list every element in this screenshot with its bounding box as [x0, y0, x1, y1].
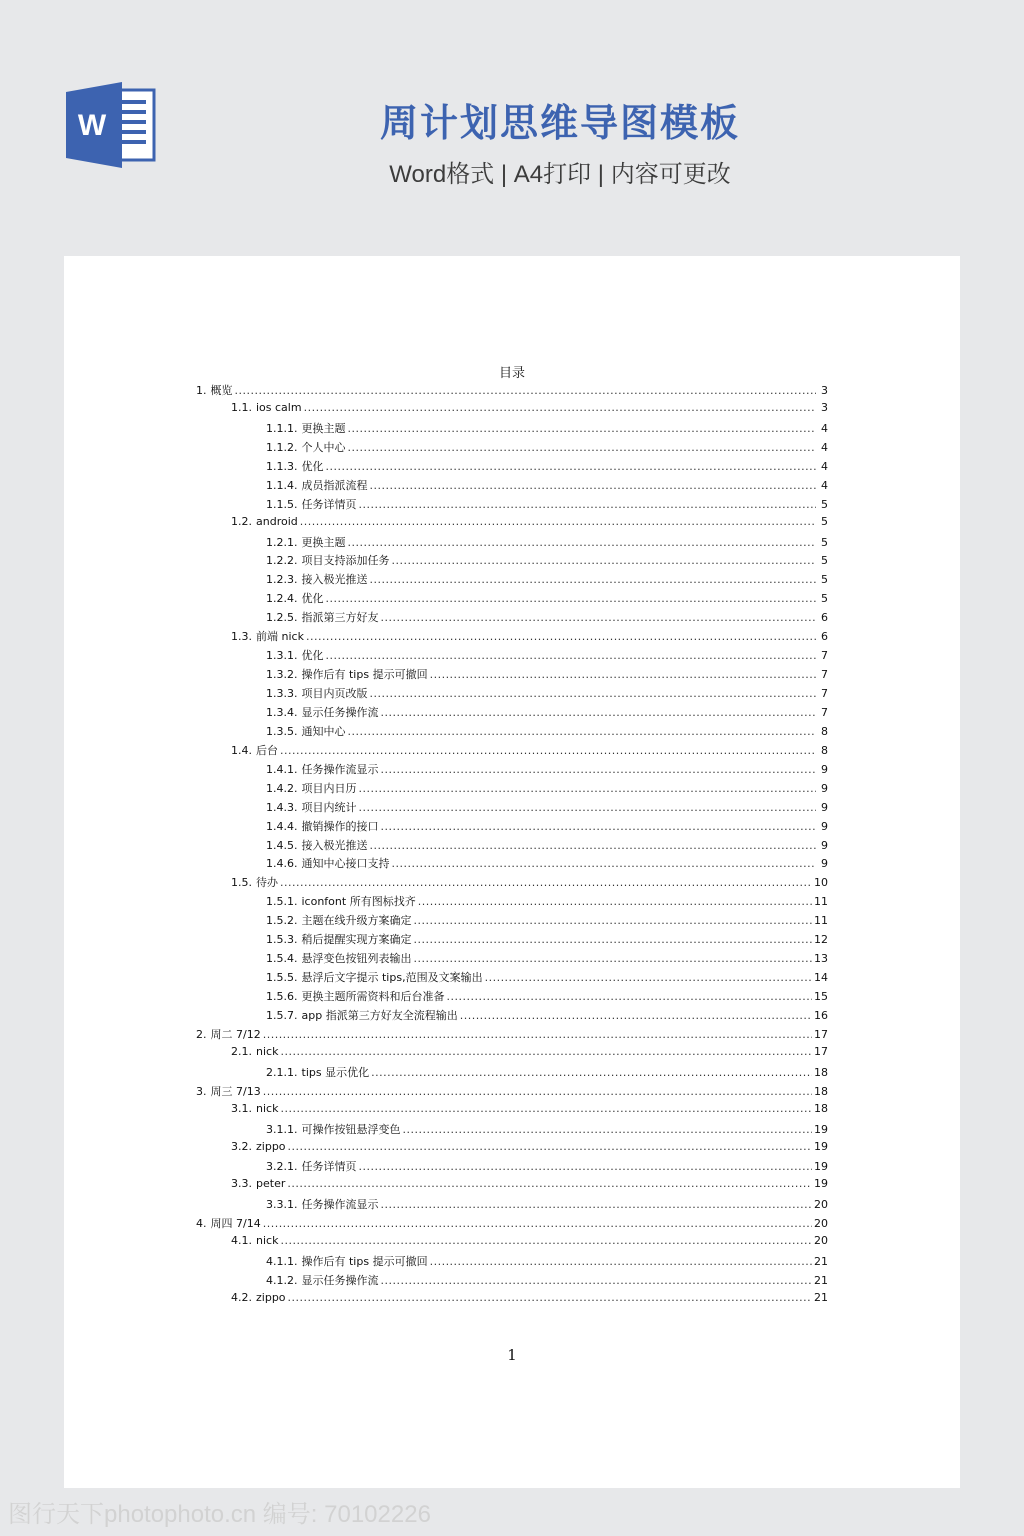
toc-leader-dots — [392, 554, 817, 567]
toc-entry-number: 1.2.5. — [266, 611, 298, 625]
toc-entry[interactable] — [196, 1234, 828, 1253]
header-title: 周计划思维导图模板 — [379, 103, 740, 145]
toc-entry-title: 项目内统计 — [301, 800, 357, 814]
toc-entry[interactable] — [196, 912, 828, 931]
toc-entry[interactable] — [196, 799, 828, 818]
toc-leader-dots — [381, 611, 817, 624]
toc-entry-number: 1.5.6. — [266, 990, 298, 1003]
toc-entry[interactable] — [196, 628, 828, 647]
toc-entry[interactable] — [196, 1291, 828, 1310]
toc-entry-number: 1.2.3. — [266, 573, 298, 587]
toc-entry-title: 项目内页改版 — [301, 687, 368, 700]
toc-entry-page: 17 — [814, 1044, 828, 1058]
toc-entry-page: 20 — [814, 1234, 828, 1248]
toc-leader-dots — [306, 630, 816, 643]
toc-entry-page: 12 — [814, 933, 828, 947]
toc-entry[interactable] — [196, 458, 828, 477]
toc-leader-dots — [280, 1045, 812, 1058]
toc-leader-dots — [392, 857, 817, 870]
toc-entry-title: iconfont 所有图标找齐 — [301, 895, 416, 909]
toc-entry-number: 1.2.1. — [266, 535, 298, 549]
toc-entry[interactable] — [196, 1064, 828, 1083]
toc-entry-page: 20 — [814, 1198, 828, 1212]
toc-entry-page: 21 — [814, 1255, 828, 1269]
toc-entry[interactable] — [196, 420, 828, 439]
toc-entry-page: 21 — [814, 1291, 828, 1304]
toc-entry[interactable] — [196, 1158, 828, 1177]
toc-entry-title: nick — [256, 1044, 279, 1058]
toc-entry-number: 4. — [196, 1217, 207, 1231]
word-logo-letter: W — [77, 109, 107, 142]
toc-entry-page: 17 — [814, 1027, 828, 1041]
toc-entry-number: 1.2. — [231, 514, 252, 528]
toc-entry-title: 周四 7/14 — [210, 1217, 261, 1231]
toc-leader-dots — [287, 1177, 812, 1190]
toc-entry-title: 优化 — [301, 459, 324, 473]
toc-leader-dots — [414, 933, 813, 946]
toc-leader-dots — [381, 763, 817, 776]
toc-entry-page: 9 — [821, 838, 828, 852]
toc-entry-page: 10 — [814, 876, 828, 890]
toc-entry-title: 后台 — [256, 743, 278, 757]
toc-entry[interactable] — [196, 837, 828, 856]
toc-entry-title: tips 显示优化 — [301, 1065, 370, 1079]
toc-entry-title: 撤销操作的接口 — [301, 819, 379, 833]
toc-entry-page: 19 — [814, 1177, 828, 1191]
toc-leader-dots — [263, 1085, 812, 1098]
toc-leader-dots — [359, 1160, 813, 1173]
toc-entry-number: 1.5.5. — [266, 971, 298, 985]
toc-entry-title: 更换主题 — [301, 535, 346, 549]
toc-entry-page: 18 — [814, 1101, 828, 1115]
toc-entry-title: zippo — [256, 1139, 286, 1153]
toc-entry-number: 1.1.3. — [266, 459, 298, 473]
toc-entry-number: 1.3.4. — [266, 705, 298, 719]
toc-entry-number: 1.1.2. — [266, 440, 298, 454]
toc-entry-page: 19 — [814, 1160, 828, 1174]
toc-entry-page: 5 — [821, 535, 828, 549]
toc-entry-page: 5 — [821, 592, 828, 606]
toc-entry-title: 任务操作流显示 — [301, 1198, 379, 1212]
toc-entry-title: 接入极光推送 — [301, 573, 368, 587]
toc-entry-title: 概览 — [210, 384, 233, 397]
toc-entry-page: 19 — [814, 1139, 828, 1153]
toc-entry-page: 16 — [814, 1008, 828, 1022]
toc-entry-number: 1.4.3. — [266, 800, 298, 814]
toc-entry-page: 9 — [821, 857, 828, 871]
toc-leader-dots — [370, 839, 817, 852]
toc-entry-title: 周三 7/13 — [210, 1084, 261, 1098]
toc-entry[interactable] — [196, 950, 828, 969]
toc-leader-dots — [370, 687, 817, 700]
toc-entry-page: 9 — [821, 762, 828, 776]
toc-entry-title: 主题在线升级方案确定 — [301, 914, 412, 928]
toc-entry-page: 5 — [821, 514, 828, 528]
toc-leader-dots — [370, 573, 817, 586]
toc-leader-dots — [280, 876, 812, 889]
toc-entry-page: 21 — [814, 1274, 828, 1288]
toc-entry[interactable] — [196, 496, 828, 515]
toc-entry-page: 9 — [821, 819, 828, 833]
toc-entry-number: 1.2.4. — [266, 592, 298, 606]
toc-leader-dots — [300, 515, 816, 528]
toc-entry-title: peter — [256, 1177, 286, 1191]
toc-entry-number: 1.3.1. — [266, 649, 298, 663]
toc-entry-number: 1.4.1. — [266, 762, 298, 776]
toc-entry-number: 1.1. — [231, 400, 252, 414]
toc-entry-title: 可操作按钮悬浮变色 — [301, 1122, 401, 1136]
toc-leader-dots — [288, 1291, 812, 1304]
toc-entry-page: 19 — [814, 1122, 828, 1136]
toc-entry-page: 6 — [821, 630, 828, 644]
toc-entry-page: 8 — [821, 724, 828, 738]
toc-entry-title: 更换主题所需资料和后台准备 — [301, 990, 445, 1003]
toc-entry-number: 1.5.3. — [266, 933, 298, 947]
toc-entry-page: 13 — [814, 952, 828, 966]
toc-entry-title: 更换主题 — [301, 421, 346, 435]
toc-entry-number: 1.4.4. — [266, 819, 298, 833]
toc-entry[interactable] — [196, 780, 828, 799]
toc-entry-page: 5 — [821, 573, 828, 587]
toc-entry-number: 1.4.6. — [266, 857, 298, 871]
toc-leader-dots — [326, 649, 817, 662]
toc-leader-dots — [447, 990, 813, 1003]
toc-entry-page: 7 — [821, 687, 828, 700]
toc-leader-dots — [280, 744, 816, 757]
toc-entry-page: 9 — [821, 800, 828, 814]
toc-entry-page: 14 — [814, 971, 828, 985]
toc-entry-number: 4.1.1. — [266, 1255, 298, 1269]
toc-entry-number: 2.1.1. — [266, 1065, 298, 1079]
toc-leader-dots — [235, 384, 817, 397]
toc-entry-title: 周二 7/12 — [210, 1027, 261, 1041]
toc-leader-dots — [326, 592, 817, 605]
toc-leader-dots — [381, 706, 817, 719]
toc-entry-number: 1.3.3. — [266, 687, 298, 700]
toc-leader-dots — [430, 668, 816, 681]
toc-leader-dots — [304, 401, 816, 414]
toc-entry-page: 5 — [821, 554, 828, 568]
toc-entry-page: 6 — [821, 611, 828, 625]
toc-entry-number: 3.3. — [231, 1177, 252, 1191]
toc-entry-number: 3.1. — [231, 1101, 252, 1115]
toc-entry-title: zippo — [256, 1291, 286, 1304]
table-of-contents — [196, 382, 828, 1310]
toc-entry-number: 1.5.7. — [266, 1008, 298, 1022]
toc-leader-dots — [359, 801, 817, 814]
toc-entry[interactable] — [196, 969, 828, 988]
toc-leader-dots — [348, 536, 817, 549]
toc-entry-number: 1.1.4. — [266, 478, 298, 492]
toc-entry[interactable] — [196, 1102, 828, 1121]
toc-entry[interactable] — [196, 1026, 828, 1045]
toc-entry-number: 3.2.1. — [266, 1160, 298, 1174]
toc-entry-number: 3. — [196, 1084, 207, 1098]
toc-entry-page: 8 — [821, 743, 828, 757]
toc-entry[interactable] — [196, 666, 828, 685]
toc-leader-dots — [288, 1140, 812, 1153]
toc-leader-dots — [418, 895, 812, 908]
toc-entry-title: 操作后有 tips 提示可撤回 — [301, 668, 428, 682]
toc-leader-dots — [460, 1009, 812, 1022]
toc-entry-title: 显示任务操作流 — [301, 705, 379, 719]
toc-entry-number: 2. — [196, 1027, 207, 1041]
toc-entry[interactable] — [196, 855, 828, 874]
toc-entry-page: 4 — [821, 440, 828, 454]
toc-entry[interactable] — [196, 1083, 828, 1102]
toc-entry[interactable] — [196, 931, 828, 950]
page-number: 1 — [507, 1346, 517, 1364]
toc-leader-dots — [359, 782, 817, 795]
toc-entry-title: android — [256, 514, 298, 528]
toc-entry[interactable] — [196, 534, 828, 553]
toc-leader-dots — [381, 1198, 813, 1211]
toc-entry-title: 显示任务操作流 — [301, 1274, 379, 1288]
toc-entry-title: 通知中心接口支持 — [301, 857, 390, 871]
toc-entry-number: 3.3.1. — [266, 1198, 298, 1212]
toc-entry-number: 3.1.1. — [266, 1122, 298, 1136]
toc-leader-dots — [414, 914, 813, 927]
toc-entry[interactable] — [196, 1272, 828, 1291]
toc-leader-dots — [371, 1066, 812, 1079]
toc-entry-page: 4 — [821, 421, 828, 435]
toc-entry[interactable] — [196, 704, 828, 723]
toc-entry-number: 4.1.2. — [266, 1274, 298, 1288]
watermark: 图行天下photophoto.cn 编号: 70102226 — [8, 1501, 431, 1528]
toc-entry-title: ios calm — [256, 400, 302, 414]
toc-entry-title: nick — [256, 1234, 279, 1248]
toc-entry-title: app 指派第三方好友全流程输出 — [301, 1008, 458, 1022]
toc-entry-page: 5 — [821, 497, 828, 511]
toc-entry-number: 1.5.2. — [266, 914, 298, 928]
toc-entry-title: 接入极光推送 — [301, 838, 368, 852]
toc-entry-title: 任务详情页 — [301, 497, 357, 511]
toc-entry[interactable] — [196, 1045, 828, 1064]
toc-entry-title: 成员指派流程 — [301, 478, 368, 492]
toc-entry-number: 1.5.1. — [266, 895, 298, 909]
toc-leader-dots — [280, 1102, 812, 1115]
toc-entry[interactable] — [196, 1215, 828, 1234]
toc-entry[interactable] — [196, 609, 828, 628]
toc-entry[interactable] — [196, 723, 828, 742]
toc-leader-dots — [381, 1274, 813, 1287]
toc-entry-page: 7 — [821, 668, 828, 682]
toc-leader-dots — [348, 422, 817, 435]
toc-entry-page: 3 — [821, 400, 828, 414]
toc-entry[interactable] — [196, 818, 828, 837]
toc-entry-page: 9 — [821, 781, 828, 795]
toc-entry[interactable] — [196, 439, 828, 458]
toc-entry[interactable] — [196, 874, 828, 893]
toc-leader-dots — [381, 820, 817, 833]
toc-entry-number: 1.3.2. — [266, 668, 298, 682]
toc-entry[interactable] — [196, 477, 828, 496]
toc-entry[interactable] — [196, 1177, 828, 1196]
toc-entry-page: 18 — [814, 1065, 828, 1079]
toc-entry[interactable] — [196, 1007, 828, 1026]
toc-entry-title: 悬浮后文字提示 tips,范围及文案输出 — [301, 971, 483, 985]
toc-entry-number: 2.1. — [231, 1044, 252, 1058]
toc-entry[interactable] — [196, 647, 828, 666]
toc-entry-title: 项目支持添加任务 — [301, 554, 390, 568]
toc-entry-title: 任务操作流显示 — [301, 762, 379, 776]
toc-leader-dots — [403, 1123, 813, 1136]
toc-entry[interactable] — [196, 401, 828, 420]
toc-leader-dots — [263, 1028, 812, 1041]
toc-entry-number: 1.1.1. — [266, 421, 298, 435]
toc-entry-page: 11 — [814, 895, 828, 909]
toc-leader-dots — [370, 479, 817, 492]
toc-entry-page: 7 — [821, 705, 828, 719]
toc-entry[interactable] — [196, 1140, 828, 1159]
toc-entry-number: 1.3.5. — [266, 724, 298, 738]
toc-entry-title: nick — [256, 1101, 279, 1115]
toc-leader-dots — [280, 1234, 812, 1247]
toc-leader-dots — [430, 1255, 812, 1268]
toc-entry-page: 4 — [821, 459, 828, 473]
toc-leader-dots — [348, 725, 817, 738]
toc-entry[interactable] — [196, 742, 828, 761]
toc-entry-number: 3.2. — [231, 1139, 252, 1153]
toc-entry-page: 18 — [814, 1084, 828, 1098]
word-document-icon — [64, 82, 158, 168]
toc-entry-number: 1. — [196, 384, 207, 397]
toc-entry-title: 操作后有 tips 提示可撤回 — [301, 1255, 428, 1269]
toc-entry-page: 3 — [821, 384, 828, 397]
toc-entry-number: 1.3. — [231, 630, 252, 644]
toc-entry-page: 11 — [814, 914, 828, 928]
header-subtitle: Word格式 | A4打印 | 内容可更改 — [389, 161, 731, 188]
toc-entry-number: 1.4. — [231, 743, 252, 757]
toc-leader-dots — [326, 460, 817, 473]
toc-entry-page: 20 — [814, 1217, 828, 1231]
toc-entry[interactable] — [196, 893, 828, 912]
document-page — [64, 256, 960, 1488]
toc-entry-page: 4 — [821, 478, 828, 492]
toc-leader-dots — [485, 971, 812, 984]
toc-entry[interactable] — [196, 382, 828, 401]
toc-entry[interactable] — [196, 761, 828, 780]
toc-entry[interactable] — [196, 590, 828, 609]
toc-leader-dots — [263, 1217, 812, 1230]
toc-entry-title: 优化 — [301, 649, 324, 663]
toc-entry-page: 15 — [814, 990, 828, 1003]
toc-leader-dots — [359, 498, 817, 511]
toc-entry[interactable] — [196, 1121, 828, 1140]
toc-heading: 目录 — [498, 366, 525, 381]
toc-entry-title: 前端 nick — [256, 630, 304, 644]
toc-entry[interactable] — [196, 1196, 828, 1215]
toc-entry-title: 稍后提醒实现方案确定 — [301, 933, 412, 947]
toc-entry-title: 优化 — [301, 592, 324, 606]
toc-entry-number: 1.4.5. — [266, 838, 298, 852]
toc-entry-title: 待办 — [256, 876, 278, 890]
toc-entry[interactable] — [196, 988, 828, 1007]
toc-entry[interactable] — [196, 552, 828, 571]
toc-entry-number: 1.1.5. — [266, 497, 298, 511]
toc-entry-number: 1.5. — [231, 876, 252, 890]
toc-entry-title: 指派第三方好友 — [301, 611, 379, 625]
toc-leader-dots — [414, 952, 813, 965]
toc-entry[interactable] — [196, 1253, 828, 1272]
toc-entry[interactable] — [196, 571, 828, 590]
toc-entry-number: 1.4.2. — [266, 781, 298, 795]
toc-entry-number: 1.2.2. — [266, 554, 298, 568]
toc-entry-number: 1.5.4. — [266, 952, 298, 966]
toc-entry-title: 通知中心 — [301, 724, 346, 738]
toc-entry[interactable] — [196, 515, 828, 534]
toc-entry-title: 个人中心 — [301, 440, 346, 454]
toc-entry-title: 悬浮变色按钮列表输出 — [301, 952, 412, 966]
toc-entry-page: 7 — [821, 649, 828, 663]
toc-entry-title: 项目内日历 — [301, 781, 357, 795]
toc-leader-dots — [348, 441, 817, 454]
toc-entry[interactable] — [196, 685, 828, 704]
toc-entry-number: 4.1. — [231, 1234, 252, 1248]
toc-entry-title: 任务详情页 — [301, 1160, 357, 1174]
toc-entry-number: 4.2. — [231, 1291, 252, 1304]
